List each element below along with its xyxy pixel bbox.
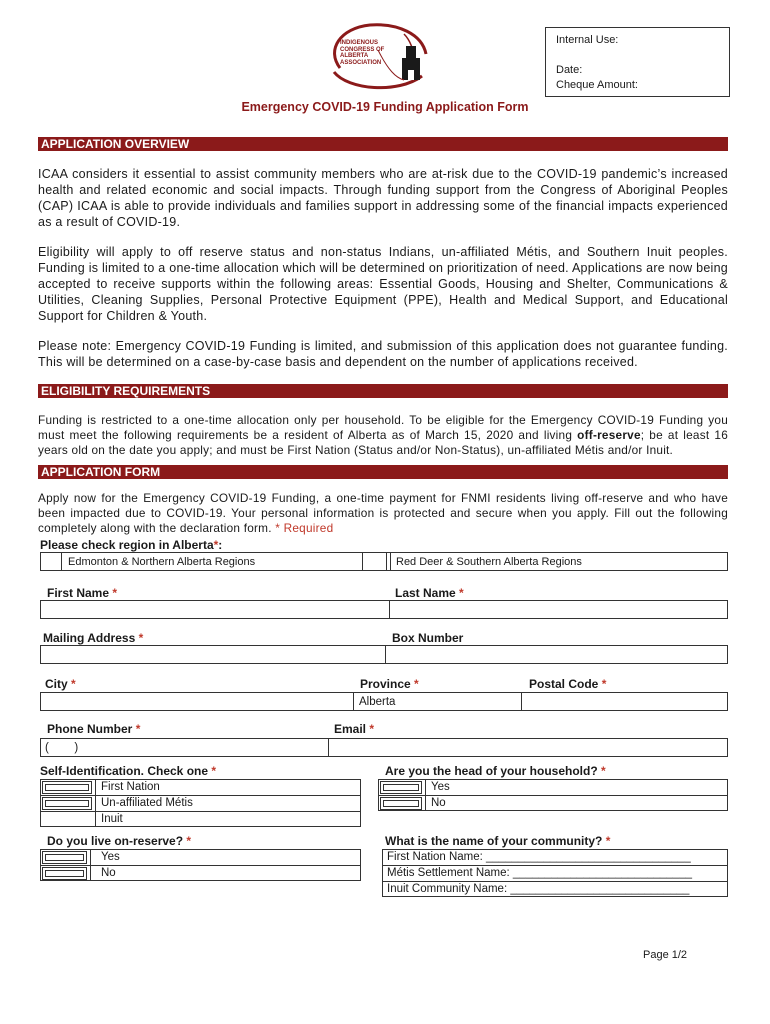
on-reserve-no-checkbox[interactable] (42, 867, 87, 880)
head-household-option: Yes (431, 781, 450, 793)
logo-text-line: ASSOCIATION (340, 59, 382, 66)
email-input[interactable] (328, 738, 728, 757)
first-name-text: First Name (47, 586, 110, 600)
logo (318, 20, 436, 94)
overview-paragraph-2: Eligibility will apply to off reserve status and non-status Indians, un-affiliated Métis, and Southern Inuit peoples. Funding is limited to a one-time allocation which will be determined on prioritization of need. Applications are now being accepted to receive supports within the following areas: Essential Goods, Housing and Shelter, Communications & Utilities, Cleaning Supplies, Personal Protective Equipment (PPE), Health and Medical Support, and Educational Support for Children & Youth. (38, 245, 728, 323)
region-label (40, 538, 222, 552)
last-name-input[interactable] (389, 600, 728, 619)
self-id-metis-checkbox[interactable] (42, 797, 92, 810)
community-text: What is the name of your community? (385, 834, 603, 848)
email-text: Email (334, 722, 367, 736)
head-household-text: Are you the head of your household? (385, 764, 598, 778)
first-name-label (47, 586, 117, 600)
required-star: * (138, 631, 144, 645)
community-inuit-field[interactable]: Inuit Community Name: ____________________________ (387, 883, 690, 895)
postal-code-label (529, 677, 606, 691)
box-number-label: Box Number (392, 631, 464, 645)
province-label (360, 677, 419, 691)
section-header-form (38, 465, 728, 479)
phone-text: Phone Number (47, 722, 133, 736)
section-header-text: APPLICATION OVERVIEW (41, 137, 190, 151)
on-reserve-label (47, 834, 191, 848)
internal-use-cheque: Cheque Amount: (556, 79, 638, 91)
form-intro-text: Apply now for the Emergency COVID-19 Funding, a one-time payment for FNMI residents living off-reserve and who have been impacted due to COVID-19. Your personal information is protected and secure when you apply. Fill out the following completely along with the declaration form. (38, 491, 728, 535)
mailing-address-label (43, 631, 143, 645)
region-1-label: Edmonton & Northern Alberta Regions (68, 556, 256, 568)
page-number: Page 1/2 (643, 949, 688, 961)
mailing-address-input[interactable] (40, 645, 386, 664)
on-reserve-text: Do you live on-reserve? (47, 834, 184, 848)
required-star: * (112, 586, 118, 600)
required-star: * (601, 764, 606, 778)
overview-paragraph-3: Please note: Emergency COVID-19 Funding is limited, and submission of this application does not guarantee funding. This will be determined on a case-by-case basis and dependent on the number of applications received. (38, 339, 728, 369)
region-label-text: Please check region in Alberta (40, 538, 214, 552)
region-2-label: Red Deer & Southern Alberta Regions (396, 556, 582, 568)
logo-text-line: ALBERTA (340, 53, 369, 59)
self-id-option: First Nation (101, 781, 160, 793)
head-household-label (385, 764, 606, 778)
internal-use-date: Date: (556, 64, 583, 76)
community-label (385, 834, 610, 848)
required-star: * (601, 677, 607, 691)
eligibility-text: Funding is restricted to a one-time allocation only per household. To be eligible for the Emergency COVID-19 Funding you must meet the following requirements be a resident of Alberta as of March 15, 2020 and living (38, 413, 728, 442)
eligibility-paragraph (38, 413, 728, 458)
required-star: * (71, 677, 76, 691)
required-star: * (211, 764, 217, 778)
internal-use-title: Internal Use: (556, 34, 619, 46)
postal-code-input[interactable] (521, 692, 728, 711)
required-star: * (135, 722, 141, 736)
postal-code-text: Postal Code (529, 677, 599, 691)
phone-input[interactable] (40, 738, 329, 757)
head-household-yes-checkbox[interactable] (380, 781, 422, 794)
self-id-label (40, 764, 216, 778)
logo-text-line: CONGRESS OF (340, 46, 385, 53)
city-text: City (45, 677, 68, 691)
required-star: * (414, 677, 419, 691)
logo-text-line: INDIGENOUS (340, 40, 379, 46)
section-header-text: APPLICATION FORM (41, 465, 161, 479)
city-input[interactable] (40, 692, 354, 711)
section-header-eligibility (38, 384, 728, 398)
mailing-address-text: Mailing Address (43, 631, 136, 645)
form-title: Emergency COVID-19 Funding Application Form (241, 100, 529, 114)
on-reserve-yes-checkbox[interactable] (42, 851, 87, 864)
community-metis-field[interactable]: Métis Settlement Name: ____________________________ (387, 867, 692, 879)
phone-value: ( ) (45, 742, 79, 754)
required-star: * (605, 834, 611, 848)
city-label (45, 677, 76, 691)
eligibility-text: ; be at least 16 years old on the date you apply; and must be First Nation (Status and/or Non-Status), un-affiliated Métis and/or Inuit. (38, 428, 728, 457)
form-intro (38, 491, 728, 536)
province-text: Province (360, 677, 411, 691)
required-star: * (369, 722, 375, 736)
on-reserve-option: No (101, 867, 116, 879)
self-id-option: Inuit (101, 813, 123, 825)
required-note: * Required (275, 521, 334, 535)
eligibility-bold: off-reserve (577, 428, 641, 442)
last-name-text: Last Name (395, 586, 456, 600)
region-1-checkbox[interactable] (40, 552, 62, 571)
on-reserve-option: Yes (101, 851, 120, 863)
box-number-input[interactable] (385, 645, 728, 664)
first-name-input[interactable] (40, 600, 390, 619)
overview-paragraph-1: ICAA considers it essential to assist community members who are at-risk due to the COVID-19 pandemic’s increased health and related economic and social impacts. Through funding support from the Congress of Aboriginal Peoples (CAP) ICAA is able to provide individuals and families support in addressing some of the financial impacts experienced as a result of COVID-19. (38, 167, 728, 229)
self-id-text: Self-Identification. Check one (40, 764, 209, 778)
community-first-nation-field[interactable]: First Nation Name: ________________________________ (387, 851, 691, 863)
province-value: Alberta (359, 696, 396, 708)
section-header-overview (38, 137, 728, 151)
internal-use-box (545, 27, 730, 97)
email-label (334, 722, 374, 736)
region-2-checkbox[interactable] (362, 552, 387, 571)
head-household-no-checkbox[interactable] (380, 797, 422, 810)
self-id-option: Un-affiliated Métis (101, 797, 193, 809)
section-header-text: ELIGIBILITY REQUIREMENTS (41, 384, 211, 398)
required-star: * (186, 834, 192, 848)
required-star: * (213, 538, 219, 552)
head-household-option: No (431, 797, 446, 809)
phone-label (47, 722, 140, 736)
required-star: * (459, 586, 464, 600)
self-id-first-nation-checkbox[interactable] (42, 781, 92, 794)
region-label-colon: : (218, 538, 223, 552)
last-name-label (395, 586, 464, 600)
